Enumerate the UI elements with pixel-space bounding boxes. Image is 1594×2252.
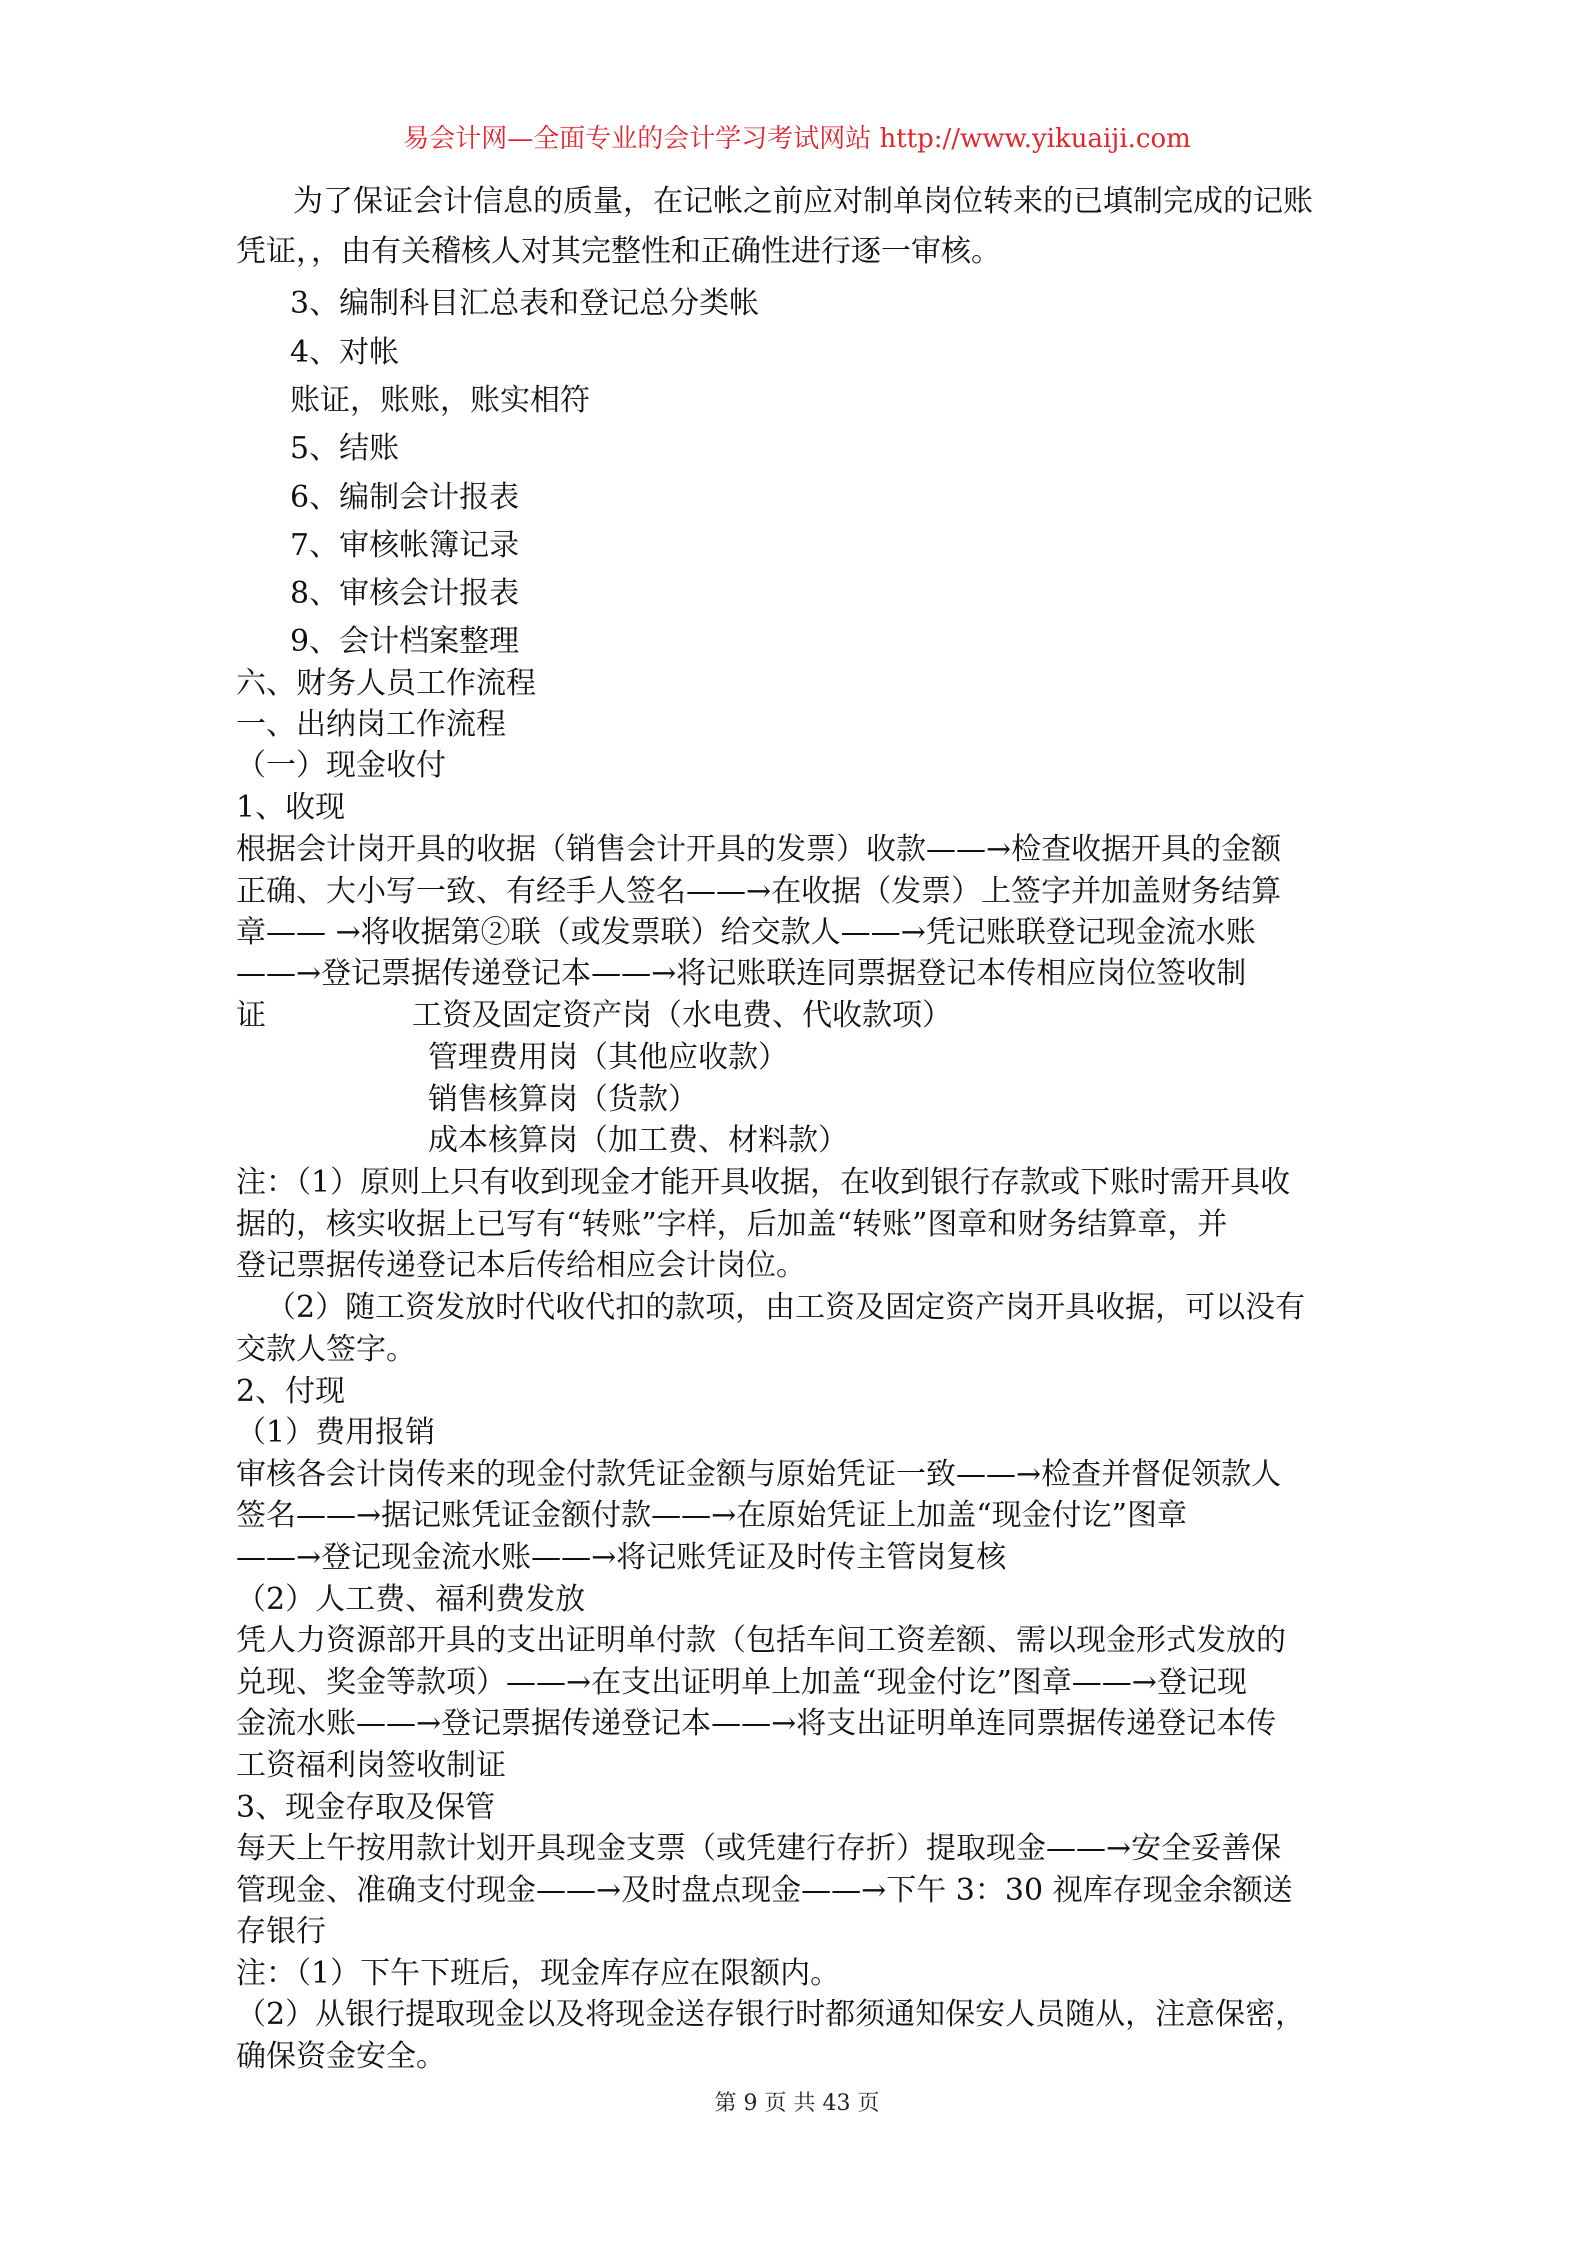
text-line: 每天上午按用款计划开具现金支票（或凭建行存折）提取现金——→安全妥善保 bbox=[236, 1831, 1282, 1866]
note-line: 确保资金安全。 bbox=[236, 2039, 446, 2074]
note-line: 据的，核实收据上已写有“转账”字样，后加盖“转账”图章和财务结算章，并 bbox=[236, 1207, 1228, 1242]
text-line: 销售核算岗（货款） bbox=[428, 1082, 698, 1117]
text-line: 凭证，，由有关稽核人对其完整性和正确性进行逐一审核。 bbox=[236, 234, 1001, 269]
text-line: 证 bbox=[236, 998, 266, 1033]
text-line: ——→登记现金流水账——→将记账凭证及时传主管岗复核 bbox=[236, 1540, 1007, 1575]
text-line: 6、编制会计报表 bbox=[290, 480, 520, 515]
text-line: 8、审核会计报表 bbox=[290, 576, 520, 611]
text-line: 工资福利岗签收制证 bbox=[236, 1748, 506, 1783]
section-heading: 3、现金存取及保管 bbox=[236, 1790, 496, 1825]
section-heading: （1）费用报销 bbox=[236, 1415, 436, 1450]
site-banner: 易会计网—全面专业的会计学习考试网站 http://www.yikuaiji.com bbox=[403, 124, 1191, 154]
note-line: 交款人签字。 bbox=[236, 1332, 416, 1367]
note-line: （2）从银行提取现金以及将现金送存银行时都须通知保安人员随从，注意保密， bbox=[236, 1997, 1306, 2032]
text-line: 兑现、奖金等款项）——→在支出证明单上加盖“现金付讫”图章——→登记现 bbox=[236, 1665, 1247, 1700]
page-number: 第 9 页 共 43 页 bbox=[714, 2091, 880, 2116]
text-line: 工资及固定资产岗（水电费、代收款项） bbox=[412, 998, 952, 1033]
text-line: 章—— →将收据第②联（或发票联）给交款人——→凭记账联登记现金流水账 bbox=[236, 915, 1256, 950]
text-line: 管理费用岗（其他应收款） bbox=[428, 1040, 788, 1075]
text-line: 金流水账——→登记票据传递登记本——→将支出证明单连同票据传递登记本传 bbox=[236, 1706, 1277, 1741]
text-line: 管现金、准确支付现金——→及时盘点现金——→下午 3：30 视库存现金余额送 bbox=[236, 1873, 1293, 1908]
section-heading: （2）人工费、福利费发放 bbox=[236, 1582, 586, 1617]
text-line: ——→登记票据传递登记本——→将记账联连同票据登记本传相应岗位签收制 bbox=[236, 956, 1247, 991]
note-line: （2）随工资发放时代收代扣的款项，由工资及固定资产岗开具收据，可以没有 bbox=[266, 1290, 1306, 1325]
text-line: 9、会计档案整理 bbox=[290, 624, 520, 659]
section-heading: （一）现金收付 bbox=[236, 748, 446, 783]
section-heading: 六、财务人员工作流程 bbox=[236, 666, 536, 701]
text-line: 4、对帐 bbox=[290, 335, 400, 370]
text-line: 存银行 bbox=[236, 1914, 326, 1949]
text-line: 为了保证会计信息的质量，在记帐之前应对制单岗位转来的已填制完成的记账 bbox=[293, 184, 1313, 219]
text-line: 凭人力资源部开具的支出证明单付款（包括车间工资差额、需以现金形式发放的 bbox=[236, 1623, 1286, 1658]
section-heading: 2、付现 bbox=[236, 1374, 346, 1409]
note-line: 登记票据传递登记本后传给相应会计岗位。 bbox=[236, 1248, 806, 1283]
text-line: 根据会计岗开具的收据（销售会计开具的发票）收款——→检查收据开具的金额 bbox=[236, 832, 1282, 867]
text-line: 7、审核帐簿记录 bbox=[290, 528, 520, 563]
text-line: 正确、大小写一致、有经手人签名——→在收据（发票）上签字并加盖财务结算 bbox=[236, 874, 1282, 909]
section-heading: 一、出纳岗工作流程 bbox=[236, 707, 506, 742]
note-line: 注：（1）下午下班后，现金库存应在限额内。 bbox=[236, 1956, 841, 1991]
text-line: 审核各会计岗传来的现金付款凭证金额与原始凭证一致——→检查并督促领款人 bbox=[236, 1457, 1282, 1492]
section-heading: 1、收现 bbox=[236, 790, 346, 825]
text-line: 账证，账账，账实相符 bbox=[290, 383, 590, 418]
note-line: 注：（1）原则上只有收到现金才能开具收据，在收到银行存款或下账时需开具收 bbox=[236, 1165, 1291, 1200]
text-line: 5、结账 bbox=[290, 431, 400, 466]
text-line: 3、编制科目汇总表和登记总分类帐 bbox=[290, 286, 760, 321]
text-line: 成本核算岗（加工费、材料款） bbox=[428, 1123, 848, 1158]
text-line: 签名——→据记账凭证金额付款——→在原始凭证上加盖“现金付讫”图章 bbox=[236, 1498, 1187, 1533]
